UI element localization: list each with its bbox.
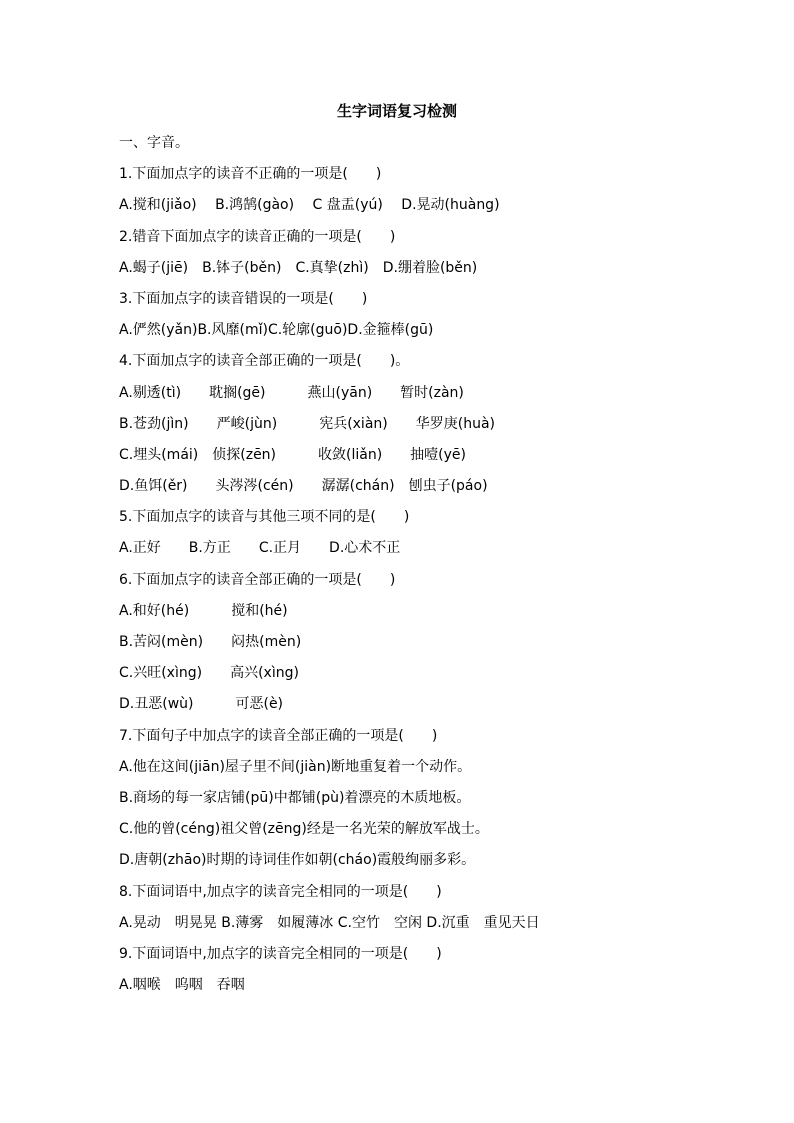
text-line: A.剔透(tì) 耽搁(gē) 燕山(yān) 暂时(zàn) bbox=[119, 384, 464, 401]
text-line: A.晃动 明晃晃 B.薄雾 如履薄冰 C.空竹 空闲 D.沉重 重见天日 bbox=[119, 914, 540, 931]
text-line: A.他在这间(jiān)屋子里不间(jiàn)断地重复着一个动作。 bbox=[119, 758, 472, 775]
text-line: B.苍劲(jìn) 严峻(jùn) 宪兵(xiàn) 华罗庚(huà) bbox=[119, 415, 495, 432]
text-line: 7.下面句子中加点字的读音全部正确的一项是( ) bbox=[119, 727, 438, 744]
text-line: C.兴旺(xìng) 高兴(xìng) bbox=[119, 665, 299, 682]
text-line: A.俨然(yǎn)B.风靡(mǐ)C.轮廓(guō)D.金箍棒(gū) bbox=[119, 322, 434, 339]
text-line: C.他的曾(céng)祖父曾(zēng)经是一名光荣的解放军战士。 bbox=[119, 821, 489, 838]
question-list bbox=[119, 132, 759, 1005]
text-line: B.苦闷(mèn) 闷热(mèn) bbox=[119, 634, 302, 650]
text-line: A.正好 B.方正 C.正月 D.心术不正 bbox=[119, 540, 401, 557]
text-line: 一、字音。 bbox=[119, 135, 189, 151]
text-line: A.咽喉 呜咽 吞咽 bbox=[119, 977, 245, 994]
text-line: C.埋头(mái) 侦探(zēn) 收敛(liǎn) 抽噎(yē) bbox=[119, 446, 466, 463]
text-line: A.搅和(jiǎo) B.鸿鹄(gào) C 盘盂(yú) D.晃动(huàng) bbox=[119, 197, 500, 214]
text-line: D.丑恶(wù) 可恶(è) bbox=[119, 696, 284, 713]
text-line: 3.下面加点字的读音错误的一项是( ) bbox=[119, 290, 368, 307]
page-title: 生字词语复习检测 bbox=[336, 102, 457, 120]
text-line: D.鱼饵(ěr) 头涔涔(cén) 潺潺(chán) 刨虫子(páo) bbox=[119, 478, 488, 495]
text-line: 8.下面词语中,加点字的读音完全相同的一项是( ) bbox=[119, 883, 442, 900]
text-line: B.商场的每一家店铺(pū)中都铺(pù)着漂亮的木质地板。 bbox=[119, 789, 471, 806]
text-line: 2.错音下面加点字的读音正确的一项是( ) bbox=[119, 228, 396, 245]
text-line: 6.下面加点字的读音全部正确的一项是( ) bbox=[119, 571, 396, 588]
text-line: 1.下面加点字的读音不正确的一项是( ) bbox=[119, 166, 382, 183]
text-line: A.蝎子(jiē) B.钵子(běn) C.真挚(zhì) D.绷着脸(běn) bbox=[119, 259, 478, 276]
text-line: 5.下面加点字的读音与其他三项不同的是( ) bbox=[119, 509, 410, 526]
text-line: D.唐朝(zhāo)时期的诗词佳作如朝(cháo)霞般绚丽多彩。 bbox=[119, 852, 476, 869]
text-line: 4.下面加点字的读音全部正确的一项是( )。 bbox=[119, 353, 410, 370]
text-line: A.和好(hé) 搅和(hé) bbox=[119, 602, 288, 619]
text-line: 9.下面词语中,加点字的读音完全相同的一项是( ) bbox=[119, 945, 442, 962]
